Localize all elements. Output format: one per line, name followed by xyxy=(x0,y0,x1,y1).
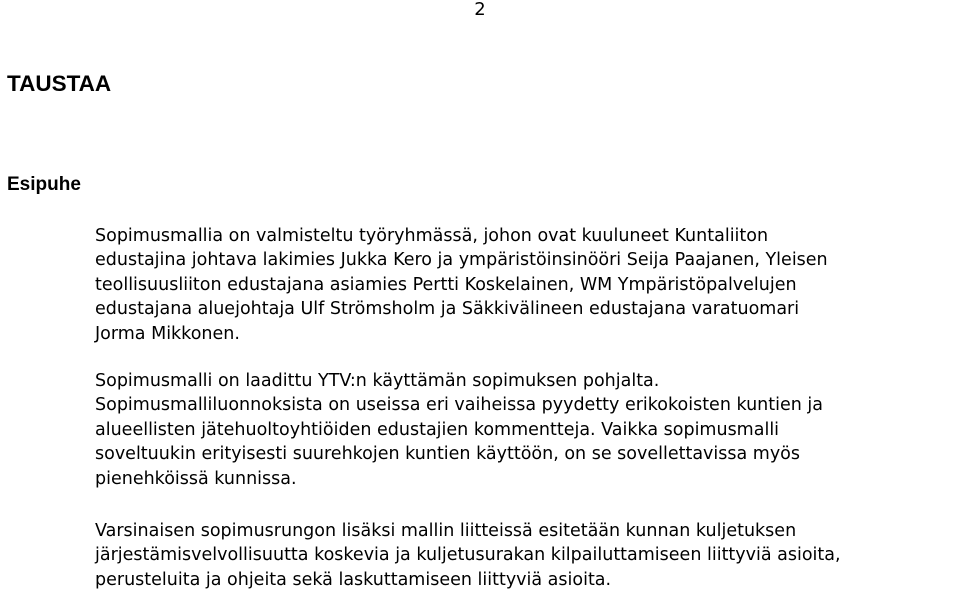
text-line: Jorma Mikkonen. xyxy=(95,323,240,344)
text-line: edustajina johtava lakimies Jukka Kero ja ympäristöinsinööri Seija Paajanen, Yleisen xyxy=(95,250,828,271)
paragraph-authors xyxy=(95,224,828,346)
text-line: teollisuusliiton edustajana asiamies Pertti Koskelainen, WM Ympäristöpalvelujen xyxy=(95,274,797,295)
paragraph-basis xyxy=(95,369,823,491)
text-line: pienehköissä kunnissa. xyxy=(95,468,297,489)
text-line: soveltuukin erityisesti suurehkojen kuntien käyttöön, on se sovellettavissa myös xyxy=(95,444,801,465)
subsection-title: Esipuhe xyxy=(7,174,81,195)
page-number: 2 xyxy=(474,0,486,20)
text-line: Sopimusmallia on valmisteltu työryhmässä, johon ovat kuuluneet Kuntaliiton xyxy=(95,226,769,246)
text-line: Varsinaisen sopimusrungon lisäksi mallin liitteissä esitetään kunnan kuljetuksen xyxy=(95,521,797,541)
text-line: järjestämisvelvollisuutta koskevia ja kuljetusurakan kilpailuttamiseen liittyviä asioita, xyxy=(95,545,841,566)
section-title: TAUSTAA xyxy=(7,71,112,96)
text-line: Sopimusmalliluonnoksista on useissa eri vaiheissa pyydetty erikokoisten kuntien ja xyxy=(95,395,823,416)
text-line: perusteluita ja ohjeita sekä laskuttamiseen liittyviä asioita. xyxy=(95,569,612,590)
text-line: edustajana aluejohtaja Ulf Strömsholm ja Säkkivälineen edustajana varatuomari xyxy=(95,299,800,320)
paragraph-appendices xyxy=(95,519,841,592)
text-line: Sopimusmalli on laadittu YTV:n käyttämän sopimuksen pohjalta. xyxy=(95,371,660,391)
text-line: alueellisten jätehuoltoyhtiöiden edustajien kommentteja. Vaikka sopimusmalli xyxy=(95,419,780,440)
